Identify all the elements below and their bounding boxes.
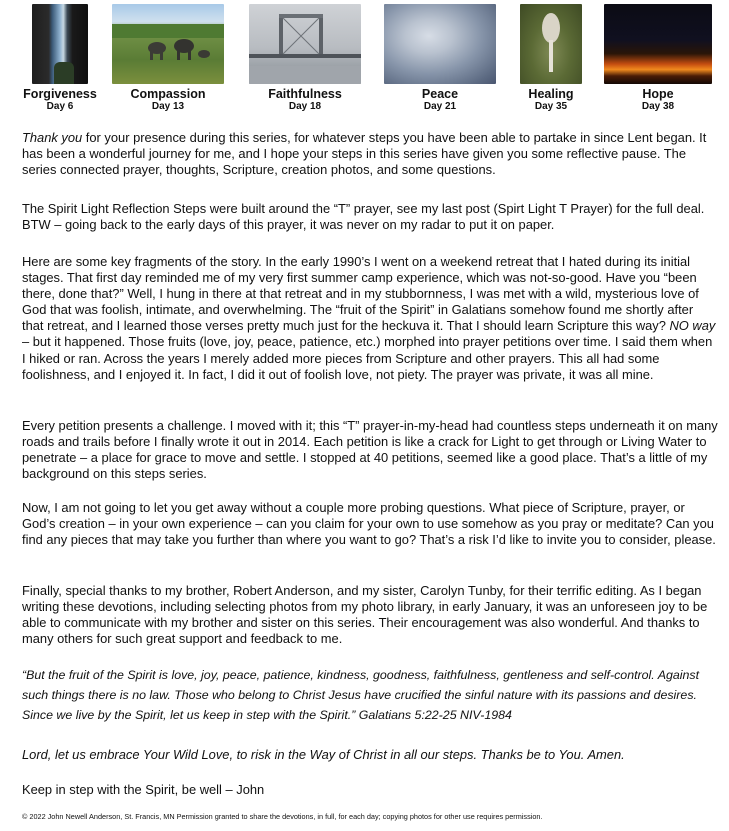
scripture-quote bbox=[22, 665, 718, 725]
cave-opening-photo bbox=[32, 4, 88, 84]
fire-photo bbox=[604, 4, 712, 84]
photo-day: Day 21 bbox=[423, 101, 457, 112]
intro-rest: for your presence during this series, for whatever steps you have been able to partake in since Lent began. It has been a wonderful journey for me, and I hope your steps in this series have given you some reflective pause. The series connected prayer, thoughts, Scripture, creation photos, and some questions. bbox=[22, 130, 707, 178]
clouds-photo bbox=[384, 4, 496, 84]
photo-title: Healing bbox=[528, 87, 574, 101]
paragraph-spirit-light bbox=[22, 201, 718, 233]
photo-title: Hope bbox=[642, 87, 674, 101]
elephants-photo bbox=[112, 4, 224, 84]
photo-healing bbox=[519, 4, 583, 113]
closing-prayer bbox=[22, 747, 718, 763]
photo-title: Compassion bbox=[130, 87, 206, 101]
story-part-2: – but it happened. Those fruits (love, joy, peace, patience, etc.) morphed into prayer petitions over time. I said them when I hiked or ran. Across the years I merely added more pieces from Scripture and other prayers. This all had some foolishness, and I enjoyed it. In fact, I did it out of foolish love, not piety. The prayer was private, it was all mine. bbox=[22, 334, 713, 382]
intro-paragraph bbox=[22, 130, 718, 178]
foggy-bridge-photo bbox=[249, 4, 361, 84]
prayer-text: Lord, let us embrace Your Wild Love, to risk in the Way of Christ in all our steps. Thanks be to You. Amen. bbox=[22, 747, 625, 762]
photo-forgiveness bbox=[22, 4, 98, 113]
photo-title: Peace bbox=[421, 87, 459, 101]
photo-day: Day 35 bbox=[534, 101, 568, 112]
photo-faithfulness bbox=[249, 4, 361, 113]
paragraph-story bbox=[22, 254, 718, 383]
photo-day: Day 6 bbox=[46, 101, 74, 112]
paragraph-thanks bbox=[22, 583, 718, 647]
story-emphasis: NO way bbox=[669, 318, 716, 334]
paragraph-questions bbox=[22, 500, 718, 548]
photo-compassion bbox=[112, 4, 224, 113]
photo-day: Day 13 bbox=[151, 101, 185, 112]
paragraph-text: The Spirit Light Reflection Steps were built around the “T” prayer, see my last post (Spirt Light T Prayer) for the full deal. BTW – going back to the early days of this prayer, it was never on my radar to put it on paper. bbox=[22, 201, 705, 233]
mushroom-photo bbox=[520, 4, 582, 84]
paragraph-text: Now, I am not going to let you get away without a couple more probing questions. What piece of Scripture, prayer, or God’s creation – in your own experience – can you claim for your own to use somehow as you pray or meditate? Can you find any pieces that may take you further than where you want to go? That’s a risk I’d like to invite you to consider, please. bbox=[22, 500, 716, 548]
sign-off bbox=[22, 782, 718, 798]
photo-strip bbox=[0, 4, 729, 116]
photo-peace bbox=[384, 4, 496, 113]
photo-title: Forgiveness bbox=[23, 87, 97, 101]
paragraph-text: Every petition presents a challenge. I moved with it; this “T” prayer-in-my-head had countless steps underneath it on many roads and trails before I finally wrote it out in 2014. Each petition is like a crack for Light to get through or Living Water to penetrate – a place for grace to move and settle. I stopped at 40 petitions, seemed like a good place. That’s a little of my background on this steps series. bbox=[22, 418, 718, 482]
intro-lead: Thank you bbox=[22, 130, 83, 145]
copyright-footer: © 2022 John Newell Anderson, St. Francis, MN Permission granted to share the devotions, in full, for each day; copying photos for other use requires permission. bbox=[22, 812, 543, 821]
story-part-1: Here are some key fragments of the story. In the early 1990’s I went on a weekend retreat that I hated during its initial stages. That first day reminded me of my very first summer camp experience, which was not-so-good. Have you “been there, done that?” Well, I hung in there at that retreat and in my stubbornness, I was met with a wild, mysterious love of God that was foolish, intimate, and overwhelming. The “fruit of the Spirit” in Galatians somehow found me shortly after that retreat, and I learned those verses pretty much just for the heckuva it. That I should learn Scripture this way? bbox=[22, 254, 699, 334]
paragraph-text: Finally, special thanks to my brother, Robert Anderson, and my sister, Carolyn Tunby, for their terrific editing. As I began writing these devotions, including selecting photos from my photo library, in early January, it was an unforeseen joy to be able to communicate with my brother and sister on this series. Their encouragement was also wonderful. And thanks to many others for such great support and feedback to me. bbox=[22, 583, 708, 647]
photo-hope bbox=[604, 4, 712, 113]
sign-off-text: Keep in step with the Spirit, be well – John bbox=[22, 782, 265, 797]
photo-day: Day 18 bbox=[288, 101, 322, 112]
quote-text: “But the fruit of the Spirit is love, joy, peace, patience, kindness, goodness, faithfulness, gentleness and self-control. Against such things there is no law. Those who belong to Christ Jesus have crucified the sinful nature with its passions and desires. Since we live by the Spirit, let us keep in step with the Spirit.” Galatians 5:22-25 NIV-1984 bbox=[22, 668, 700, 722]
photo-title: Faithfulness bbox=[268, 87, 342, 101]
paragraph-petitions bbox=[22, 418, 718, 482]
photo-day: Day 38 bbox=[641, 101, 675, 112]
